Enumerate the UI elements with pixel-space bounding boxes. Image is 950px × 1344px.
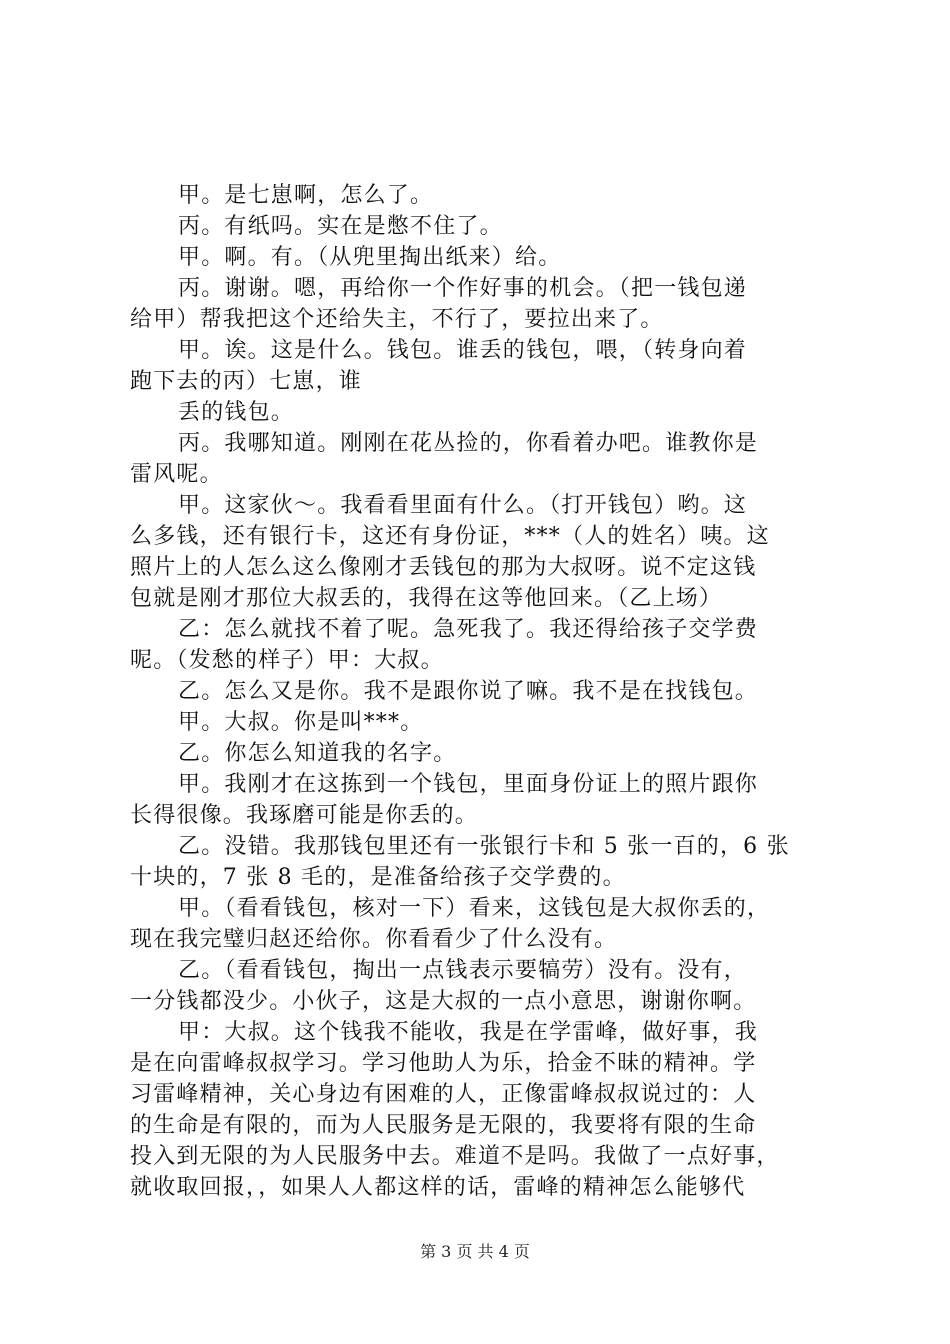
text-line: 跑下去的丙）七崽，谁 bbox=[130, 369, 363, 394]
text-line: 雷风呢。 bbox=[130, 462, 223, 487]
text-line: 丙。谢谢。嗯，再给你一个作好事的机会。（把一钱包递 bbox=[178, 276, 748, 301]
page-number-label: 第 3 页 共 4 页 bbox=[420, 1242, 530, 1261]
text-line: 照片上的人怎么这么像刚才丢钱包的那为大叔呀。说不定这钱 bbox=[130, 555, 757, 580]
text-line: 乙。（看看钱包，掏出一点钱表示要犒劳）没有。没有， bbox=[178, 958, 748, 983]
text-line: 现在我完璧归赵还给你。你看看少了什么没有。 bbox=[130, 927, 618, 952]
text-line: 乙：怎么就找不着了呢。急死我了。我还得给孩子交学费 bbox=[178, 617, 759, 642]
text-line: 丙。有纸吗。实在是憋不住了。 bbox=[178, 214, 503, 239]
text-line: 乙。你怎么知道我的名字。 bbox=[178, 741, 457, 766]
text-line: 甲。这家伙～。我看看里面有什么。（打开钱包）哟。这 bbox=[178, 493, 748, 518]
text-line: 就收取回报，，如果人人都这样的话，雷峰的精神怎么能够代 bbox=[130, 1175, 746, 1200]
text-line: 的生命是有限的，而为人民服务是无限的，我要将有限的生命 bbox=[130, 1113, 757, 1138]
text-line: 乙。怎么又是你。我不是跟你说了嘛。我不是在找钱包。 bbox=[178, 679, 759, 704]
body-text bbox=[130, 180, 830, 1203]
page-footer bbox=[0, 1242, 950, 1262]
text-line: 投入到无限的为人民服务中去。难道不是吗。我做了一点好事， bbox=[130, 1144, 780, 1169]
text-line: 十块的，7 张 8 毛的，是准备给孩子交学费的。 bbox=[130, 865, 626, 890]
text-line: 丢的钱包。 bbox=[178, 400, 295, 425]
text-line: 甲：大叔。这个钱我不能收，我是在学雷峰，做好事，我 bbox=[178, 1020, 759, 1045]
text-line: 呢。（发愁的样子）甲：大叔。 bbox=[130, 648, 444, 673]
text-line: 乙。没错。我那钱包里还有一张银行卡和 5 张一百的，6 张 bbox=[178, 834, 790, 859]
text-line: 是在向雷峰叔叔学习。学习他助人为乐，拾金不昧的精神。学 bbox=[130, 1051, 757, 1076]
text-line: 甲。是七崽啊，怎么了。 bbox=[178, 183, 434, 208]
text-line: 甲。我刚才在这拣到一个钱包，里面身份证上的照片跟你 bbox=[178, 772, 759, 797]
text-line: 甲。大叔。你是叫***。 bbox=[178, 710, 424, 735]
text-line: 甲。（看看钱包，核对一下）看来，这钱包是大叔你丢的， bbox=[178, 896, 771, 921]
text-line: 长得很像。我琢磨可能是你丢的。 bbox=[130, 803, 479, 828]
text-line: 么多钱，还有银行卡，这还有身份证，***（人的姓名）咦。这 bbox=[130, 524, 770, 549]
text-line: 给甲）帮我把这个还给失主，不行了，要拉出来了。 bbox=[130, 307, 664, 332]
text-line: 包就是刚才那位大叔丢的，我得在这等他回来。（乙上场） bbox=[130, 586, 723, 611]
text-line: 甲。诶。这是什么。钱包。谁丢的钱包，喂，（转身向着 bbox=[178, 338, 748, 363]
text-line: 甲。啊。有。（从兜里掏出纸来）给。 bbox=[178, 245, 562, 270]
text-line: 丙。我哪知道。刚刚在花丛捡的，你看着办吧。谁教你是 bbox=[178, 431, 759, 456]
text-line: 习雷峰精神，关心身边有困难的人，正像雷峰叔叔说过的：人 bbox=[130, 1082, 757, 1107]
text-line: 一分钱都没少。小伙子，这是大叔的一点小意思，谢谢你啊。 bbox=[130, 989, 757, 1014]
